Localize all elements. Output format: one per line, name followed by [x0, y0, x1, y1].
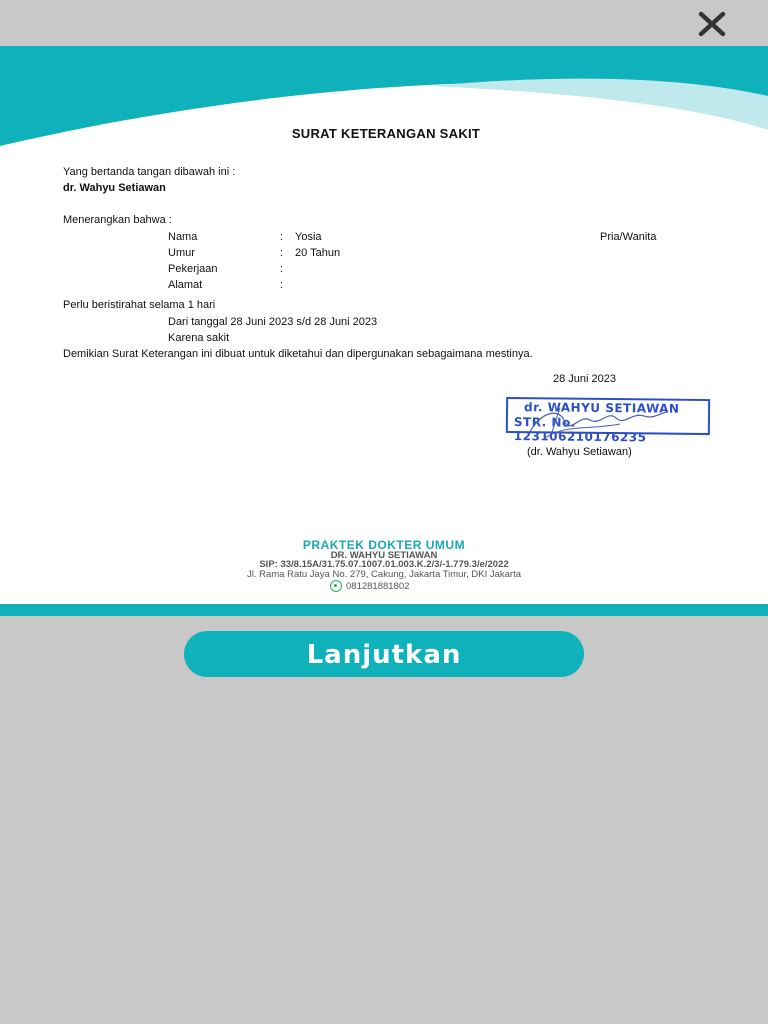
field-colon: :: [280, 231, 284, 243]
field-label-pekerjaan: Pekerjaan: [168, 263, 218, 275]
field-label-umur: Umur: [168, 247, 195, 259]
practice-sip: SIP: 33/8.15A/31.75.07.1007.01.003.K.2/3/-1.779.3/e/2022: [259, 559, 509, 570]
field-colon: :: [280, 263, 284, 275]
letter-title: SURAT KETERANGAN SAKIT: [291, 126, 481, 141]
whatsapp-icon: [330, 580, 342, 592]
field-colon: :: [280, 247, 284, 259]
field-value-nama: Yosia: [295, 231, 322, 243]
sick-letter-document: [0, 46, 768, 616]
field-colon: :: [280, 279, 284, 291]
gender-text: Pria/Wanita: [600, 231, 657, 243]
stamp-str-number: STR. No. 123106210176235: [513, 415, 647, 445]
rest-text: Perlu beristirahat selama 1 hari: [63, 299, 216, 311]
closing-text: Demikian Surat Keterangan ini dibuat untuk diketahui dan dipergunakan sebagaimana mestinya.: [63, 348, 533, 360]
practice-address: Jl. Rama Ratu Jaya No. 279, Cakung, Jakarta Timur, DKI Jakarta: [246, 569, 522, 580]
practice-phone-number: 081281881802: [346, 580, 410, 592]
intro-text: Yang bertanda tangan dibawah ini :: [63, 166, 236, 178]
stamp-name: dr. WAHYU SETIAWAN: [524, 400, 680, 416]
practice-phone: [330, 580, 409, 592]
footer-accent-bar: [0, 604, 768, 616]
field-label-alamat: Alamat: [168, 279, 203, 291]
practice-doctor: DR. WAHYU SETIAWAN: [330, 550, 438, 561]
doctor-name: dr. Wahyu Setiawan: [63, 182, 166, 194]
signature-scribble: [520, 402, 670, 442]
statement-text: Menerangkan bahwa :: [63, 214, 172, 226]
field-value-umur: 20 Tahun: [295, 247, 341, 259]
reason-text: Karena sakit: [168, 332, 230, 344]
field-label-nama: Nama: [168, 231, 198, 243]
sign-name: (dr. Wahyu Setiawan): [527, 446, 632, 458]
close-icon[interactable]: [696, 10, 728, 38]
practice-title: PRAKTEK DOKTER UMUM: [302, 538, 466, 552]
sign-date: 28 Juni 2023: [553, 373, 616, 385]
date-range-text: Dari tanggal 28 Juni 2023 s/d 28 Juni 2023: [168, 316, 378, 328]
continue-button[interactable]: Lanjutkan: [184, 631, 584, 677]
